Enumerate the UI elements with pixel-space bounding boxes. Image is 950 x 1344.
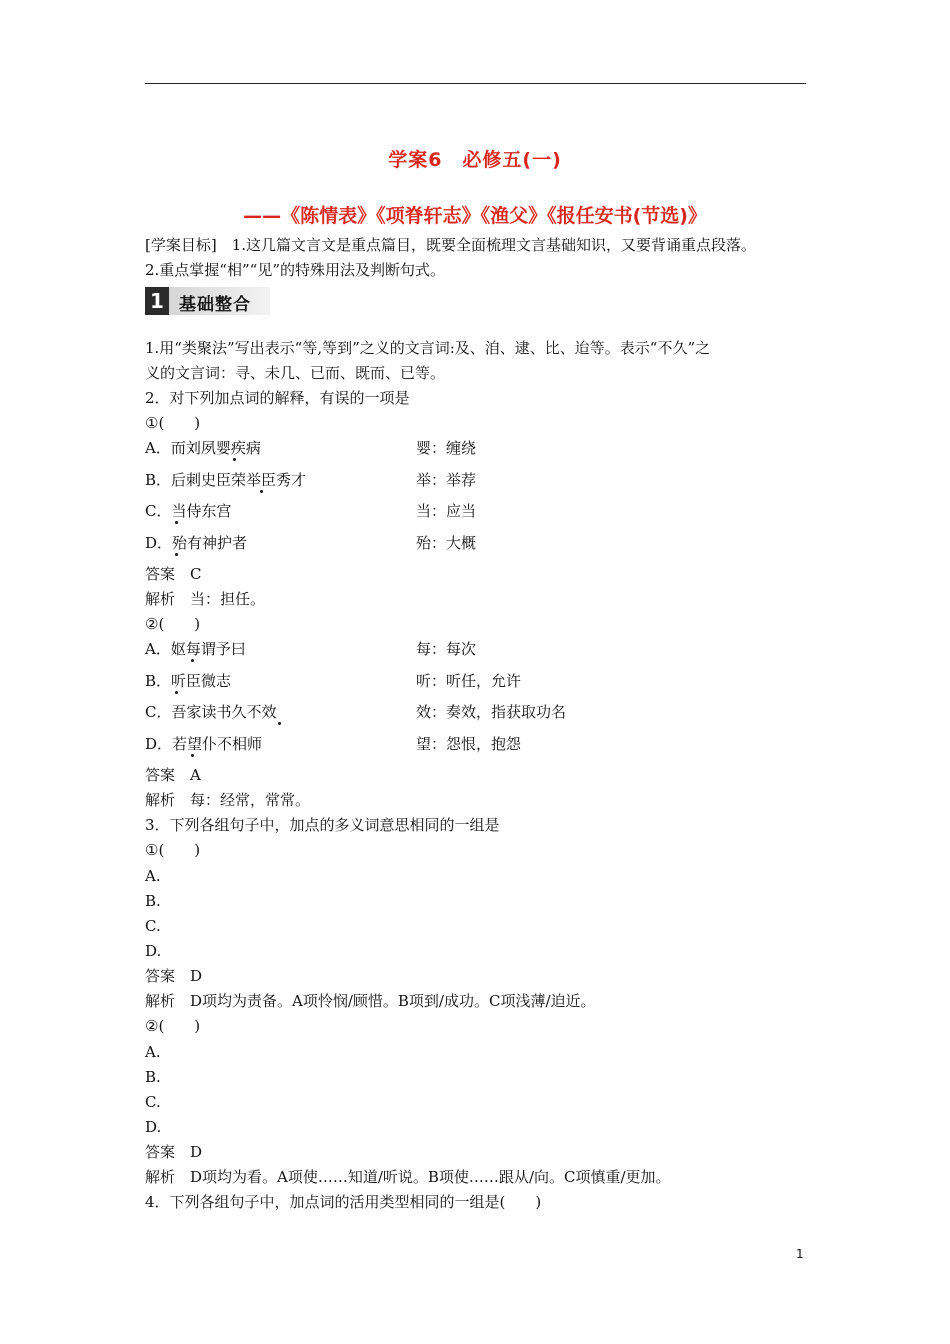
q3-p1-option-a: A. xyxy=(145,867,161,885)
q2-p1-option-c: C．当侍东宫 xyxy=(145,502,232,520)
q2-p1-analysis: 解析 当：担任。 xyxy=(145,590,266,608)
q2-p1-option-d: D．殆有神护者 xyxy=(145,534,248,552)
q3-p2-answer: 答案 D xyxy=(145,1143,203,1161)
page-number: 1 xyxy=(796,1247,804,1261)
q2-p2-option-d: D．若望仆不相师 xyxy=(145,735,263,753)
q2-part1-mark: ①( ) xyxy=(145,414,201,432)
q2-p2-option-b: B．听臣微志 xyxy=(145,672,232,690)
section-number: 1 xyxy=(145,287,169,315)
emphasis-dot xyxy=(191,659,194,662)
q2-p1-option-a-gloss: 婴：缠绕 xyxy=(416,439,477,457)
page-title: 学案6 必修五(一) xyxy=(388,149,562,171)
q2-p2-analysis: 解析 每：经常，常常。 xyxy=(145,791,311,809)
emphasis-dot xyxy=(175,553,178,556)
q2-p1-option-b: B．后刺史臣荣举臣秀才 xyxy=(145,471,307,489)
page-subtitle: ——《陈情表》《项脊轩志》《渔父》《报任安书(节选)》 xyxy=(243,205,707,227)
q3-p1-option-b: B. xyxy=(145,892,161,910)
q3-p1-option-d: D. xyxy=(145,942,162,960)
section-label: 基础整合 xyxy=(179,295,251,315)
emphasis-dot xyxy=(278,722,281,725)
q2-p2-option-a: A．妪每谓予曰 xyxy=(145,640,246,658)
q2-part2-mark: ②( ) xyxy=(145,615,201,633)
q3-p1-option-c: C. xyxy=(145,917,161,935)
q2-p2-option-d-gloss: 望：怨恨，抱怨 xyxy=(416,735,522,753)
q3-p1-answer: 答案 D xyxy=(145,967,203,985)
q2-p1-option-c-gloss: 当：应当 xyxy=(416,502,477,520)
q3-stem: 3．下列各组句子中，加点的多义词意思相同的一组是 xyxy=(145,816,500,834)
emphasis-dot xyxy=(191,754,194,757)
q1-line-1: 1.用“类聚法”写出表示“等,等到”之义的文言词:及、洎、逮、比、迨等。表示“不久”之 xyxy=(145,339,711,357)
q2-stem: 2．对下列加点词的解释，有误的一项是 xyxy=(145,389,410,407)
emphasis-dot xyxy=(260,490,263,493)
header-rule xyxy=(145,83,806,84)
q2-p2-option-b-gloss: 听：听任，允许 xyxy=(416,672,522,690)
q2-p1-option-d-gloss: 殆：大概 xyxy=(416,534,477,552)
q2-p2-option-a-gloss: 每：每次 xyxy=(416,640,477,658)
goals-line-1: [学案目标] 1.这几篇文言文是重点篇目，既要全面梳理文言基础知识，又要背诵重点段落。 xyxy=(145,236,757,254)
q3-p2-option-b: B. xyxy=(145,1068,161,1086)
emphasis-dot xyxy=(175,521,178,524)
q3-p2-option-a: A. xyxy=(145,1043,161,1061)
q3-p2-option-d: D. xyxy=(145,1118,162,1136)
q2-p2-option-c: C．吾家读书久不效 xyxy=(145,703,277,721)
q3-p1-analysis: 解析 D项均为责备。A项怜悯/顾惜。B项到/成功。C项浅薄/迫近。 xyxy=(145,992,596,1010)
q2-p2-option-c-gloss: 效：奏效，指获取功名 xyxy=(416,703,567,721)
q3-p2-option-c: C. xyxy=(145,1093,161,1111)
emphasis-dot xyxy=(175,691,178,694)
goals-line-2: 2.重点掌握“相”“见”的特殊用法及判断句式。 xyxy=(145,261,445,279)
section-header xyxy=(145,287,270,315)
q2-p1-answer: 答案 C xyxy=(145,565,202,583)
q2-p2-answer: 答案 A xyxy=(145,766,201,784)
q2-p1-option-b-gloss: 举：举荐 xyxy=(416,471,477,489)
q1-line-2: 义的文言词：寻、未几、已而、既而、已等。 xyxy=(145,364,446,382)
q3-p2-analysis: 解析 D项均为看。A项使……知道/听说。B项使……跟从/向。C项慎重/更加。 xyxy=(145,1168,671,1186)
q3-part1-mark: ①( ) xyxy=(145,841,201,859)
emphasis-dot xyxy=(233,458,236,461)
q2-p1-option-a: A．而刘夙婴疾病 xyxy=(145,439,261,457)
q4-stem: 4．下列各组句子中，加点词的活用类型相同的一组是( ) xyxy=(145,1193,542,1211)
q3-part2-mark: ②( ) xyxy=(145,1017,201,1035)
